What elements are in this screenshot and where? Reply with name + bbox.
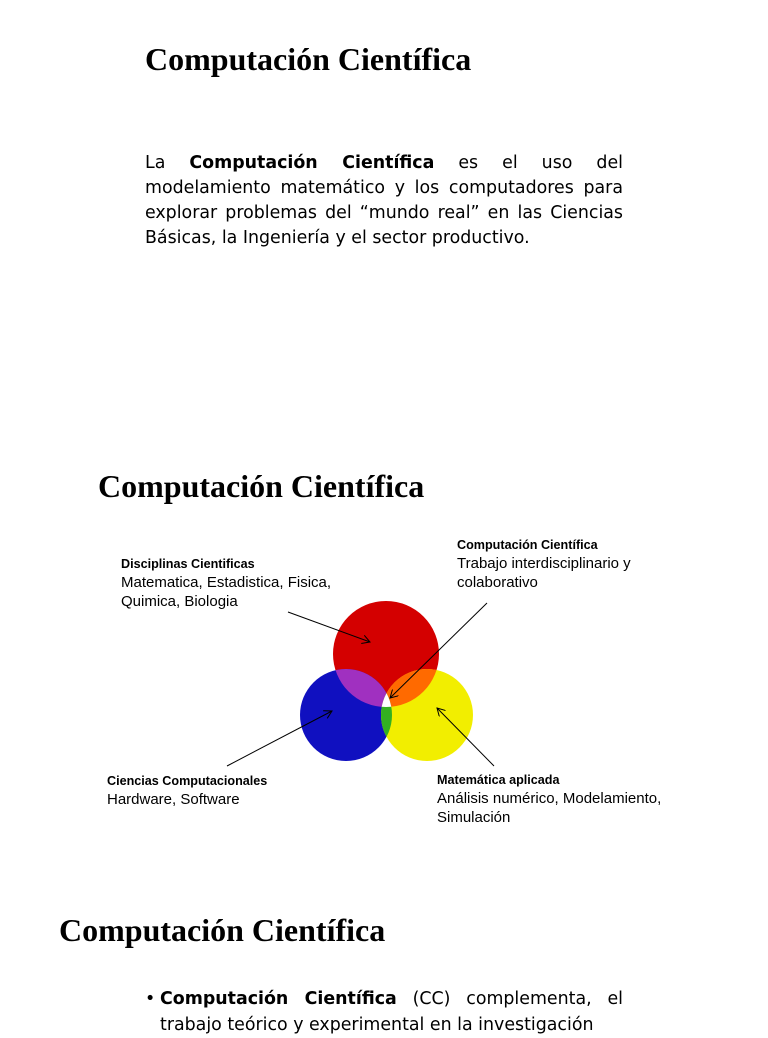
bullet-dot: • [145, 989, 156, 1009]
slide1-title: Computación Científica [145, 41, 472, 77]
para-rest: es el uso del modelamiento matemático y los computadores para explorar problemas del “mundo real” en las Ciencias Básicas, la Ingeniería y el sector productivo. [145, 153, 623, 248]
label-matematica-title: Matemática aplicada [437, 773, 560, 787]
label-disciplinas-title: Disciplinas Cientificas [121, 557, 255, 571]
label-computacion-line1: Trabajo interdisciplinario y [457, 555, 631, 572]
label-ciencias-title: Ciencias Computacionales [107, 774, 268, 788]
label-computacion-title: Computación Científica [457, 538, 598, 552]
label-disciplinas-line2: Quimica, Biologia [121, 593, 238, 610]
bullet-text [145, 986, 623, 1038]
label-matematica-line2: Simulación [437, 809, 511, 826]
bullet-item [145, 986, 623, 1038]
para-bold-term: Computación Científica [189, 153, 435, 173]
para-prefix: La [145, 153, 190, 173]
label-disciplinas-line1: Matematica, Estadistica, Fisica, [121, 574, 332, 591]
label-ciencias-line1: Hardware, Software [107, 791, 240, 808]
label-matematica-line1: Análisis numérico, Modelamiento, [437, 790, 662, 807]
bullet-bold-term: Computación Científica [160, 989, 397, 1009]
label-computacion-line2: colaborativo [457, 574, 538, 591]
bullet-rest: (CC) complementa, el trabajo teórico y experimental en la investigación [160, 989, 623, 1035]
slide2-title: Computación Científica [98, 468, 425, 504]
slide3-title: Computación Científica [59, 912, 386, 948]
